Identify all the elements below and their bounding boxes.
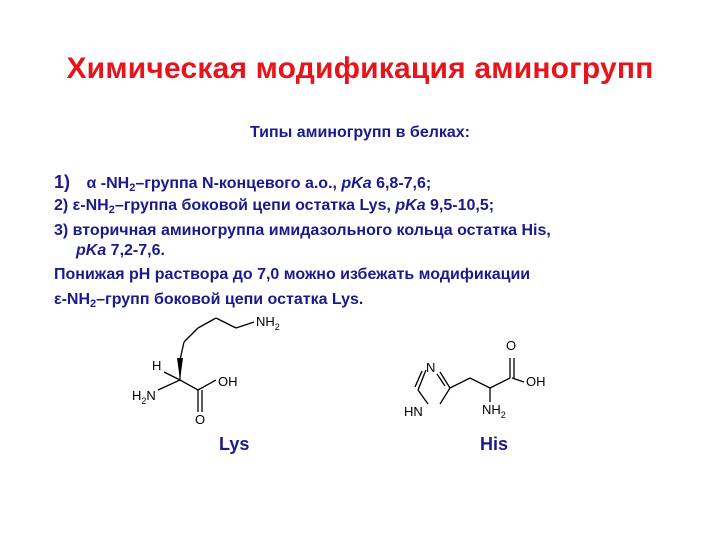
his-o: O: [506, 338, 517, 353]
pka-range: 7,2-7,6.: [106, 242, 165, 259]
pka-range: 6,8-7,6;: [371, 175, 432, 192]
pka-label: pKa: [395, 197, 426, 214]
his-nh2: $NH_2$: [482, 402, 506, 420]
epsilon-symbol: ε: [54, 291, 62, 308]
note-line-2: $\varepsilon-NH_2$–групп боковой цепи остатка Lys.: [54, 291, 364, 310]
his-label: His: [480, 434, 509, 454]
pka-label: pKa: [341, 175, 372, 192]
pka-range: 9,5-10,5;: [425, 197, 495, 214]
amine-type-3-pka: [76, 242, 165, 260]
alpha-symbol: α: [86, 175, 97, 192]
pka-label: pKa: [76, 242, 107, 259]
epsilon-symbol: ε: [72, 197, 81, 214]
slide-title: Химическая модификация аминогрупп: [66, 52, 654, 85]
lys-o: O: [195, 412, 206, 427]
note-line-1: Понижая pH раствора до 7,0 можно избежать модификации: [54, 266, 531, 283]
his-oh: OH: [526, 374, 546, 389]
his-hn: HN: [404, 404, 423, 419]
lys-h: H: [152, 358, 162, 373]
histidine-structure: [398, 330, 558, 420]
lys-nh2-top: $NH_2$: [256, 314, 280, 332]
lys-h2n: $H_2N$: [132, 388, 156, 406]
amine-type-3: 3) вторичная аминогруппа имидазольного кольца остатка His,: [54, 222, 551, 239]
lys-oh: OH: [218, 374, 238, 389]
amine-type-1: 1) α $-NH_2$–группа N-концевого а.о., pKa 6,8-7,6;: [54, 172, 432, 194]
lys-label: Lys: [219, 434, 250, 454]
slide-subtitle: Типы аминогрупп в белках:: [249, 124, 471, 141]
lysine-structure: [120, 308, 300, 428]
amine-type-2: 2) $\varepsilon-NH_2$–группа боковой цепи остатка Lys, pKa 9,5-10,5;: [54, 197, 495, 216]
his-n: N: [426, 360, 436, 375]
